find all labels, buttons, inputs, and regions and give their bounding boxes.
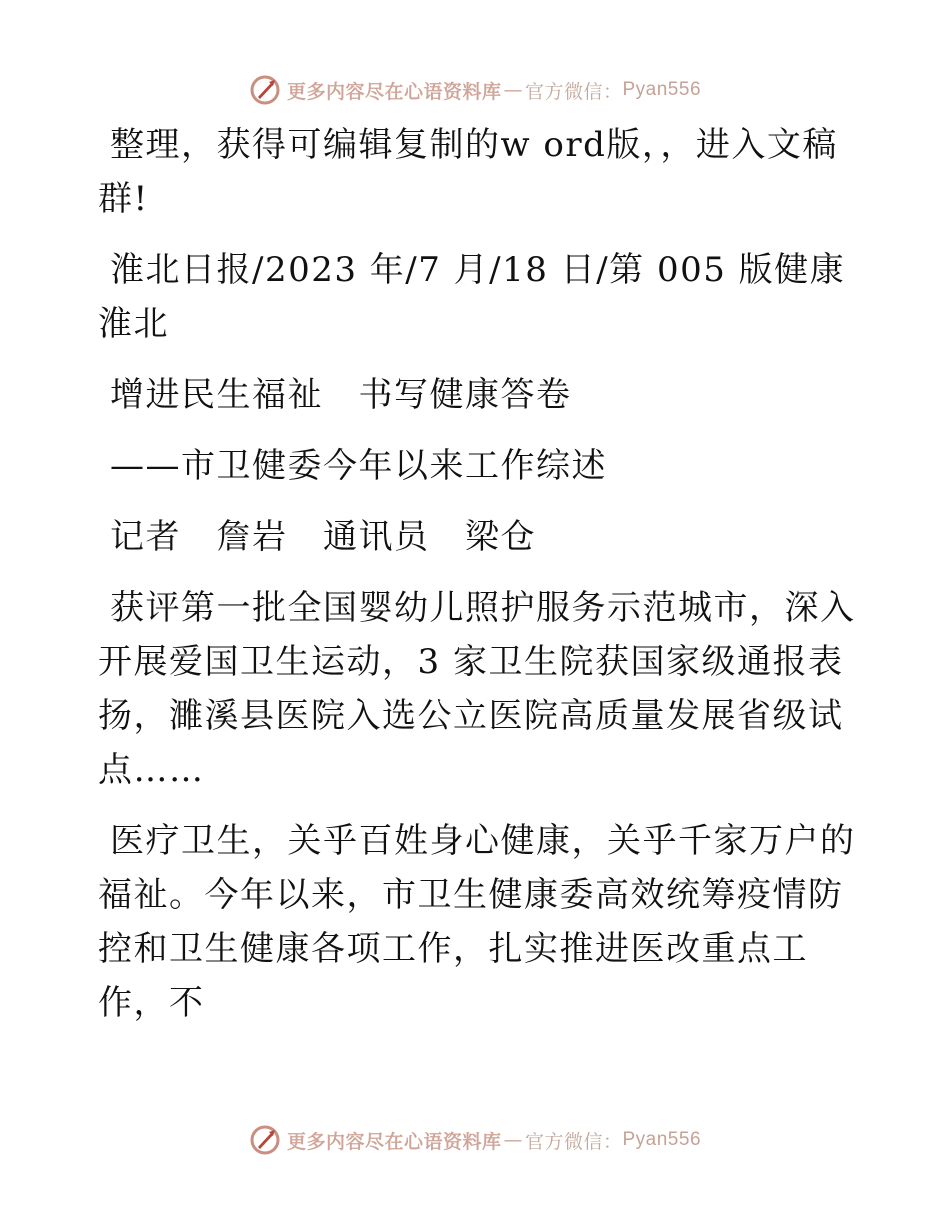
quill-badge-icon <box>249 1124 281 1156</box>
paragraph-body: 医疗卫生，关乎百姓身心健康，关乎千家万户的福祉。今年以来，市卫生健康委高效统筹疫情防控和卫生健康各项工作，扎实推进医改重点工作，不 <box>98 821 856 1023</box>
quill-badge-icon <box>249 74 281 106</box>
watermark-dash: — <box>503 1129 523 1151</box>
article-byline: 记者 詹岩 通讯员 梁仓 <box>110 517 536 557</box>
watermark-main-text: 更多内容尽在心语资料库 <box>286 1130 502 1153</box>
watermark-sub-text: 官方微信： <box>524 1130 623 1153</box>
paragraph-intro: 整理，获得可编辑复制的w ord版，，进入文稿群! <box>98 125 838 219</box>
watermark-dash: — <box>503 79 523 101</box>
article-subtitle: ——市卫健委今年以来工作综述 <box>110 446 607 486</box>
watermark-wechat-id: Pyan556 <box>622 1129 702 1150</box>
watermark-main-text: 更多内容尽在心语资料库 <box>286 80 502 103</box>
paragraph-source: 淮北日报/2023 年/7 月/18 日/第 005 版健康淮北 <box>98 250 846 344</box>
watermark-sub-text: 官方微信： <box>524 80 623 103</box>
watermark-wechat-id: Pyan556 <box>622 79 702 100</box>
footer-watermark <box>0 1120 950 1160</box>
header-watermark <box>0 70 950 110</box>
paragraph-lead: 获评第一批全国婴幼儿照护服务示范城市，深入开展爱国卫生运动，3 家卫生院获国家级通报表扬，濉溪县医院入选公立医院高质量发展省级试点…… <box>98 588 856 790</box>
article-title: 增进民生福祉 书写健康答卷 <box>110 375 572 415</box>
document-body <box>98 118 858 1047</box>
